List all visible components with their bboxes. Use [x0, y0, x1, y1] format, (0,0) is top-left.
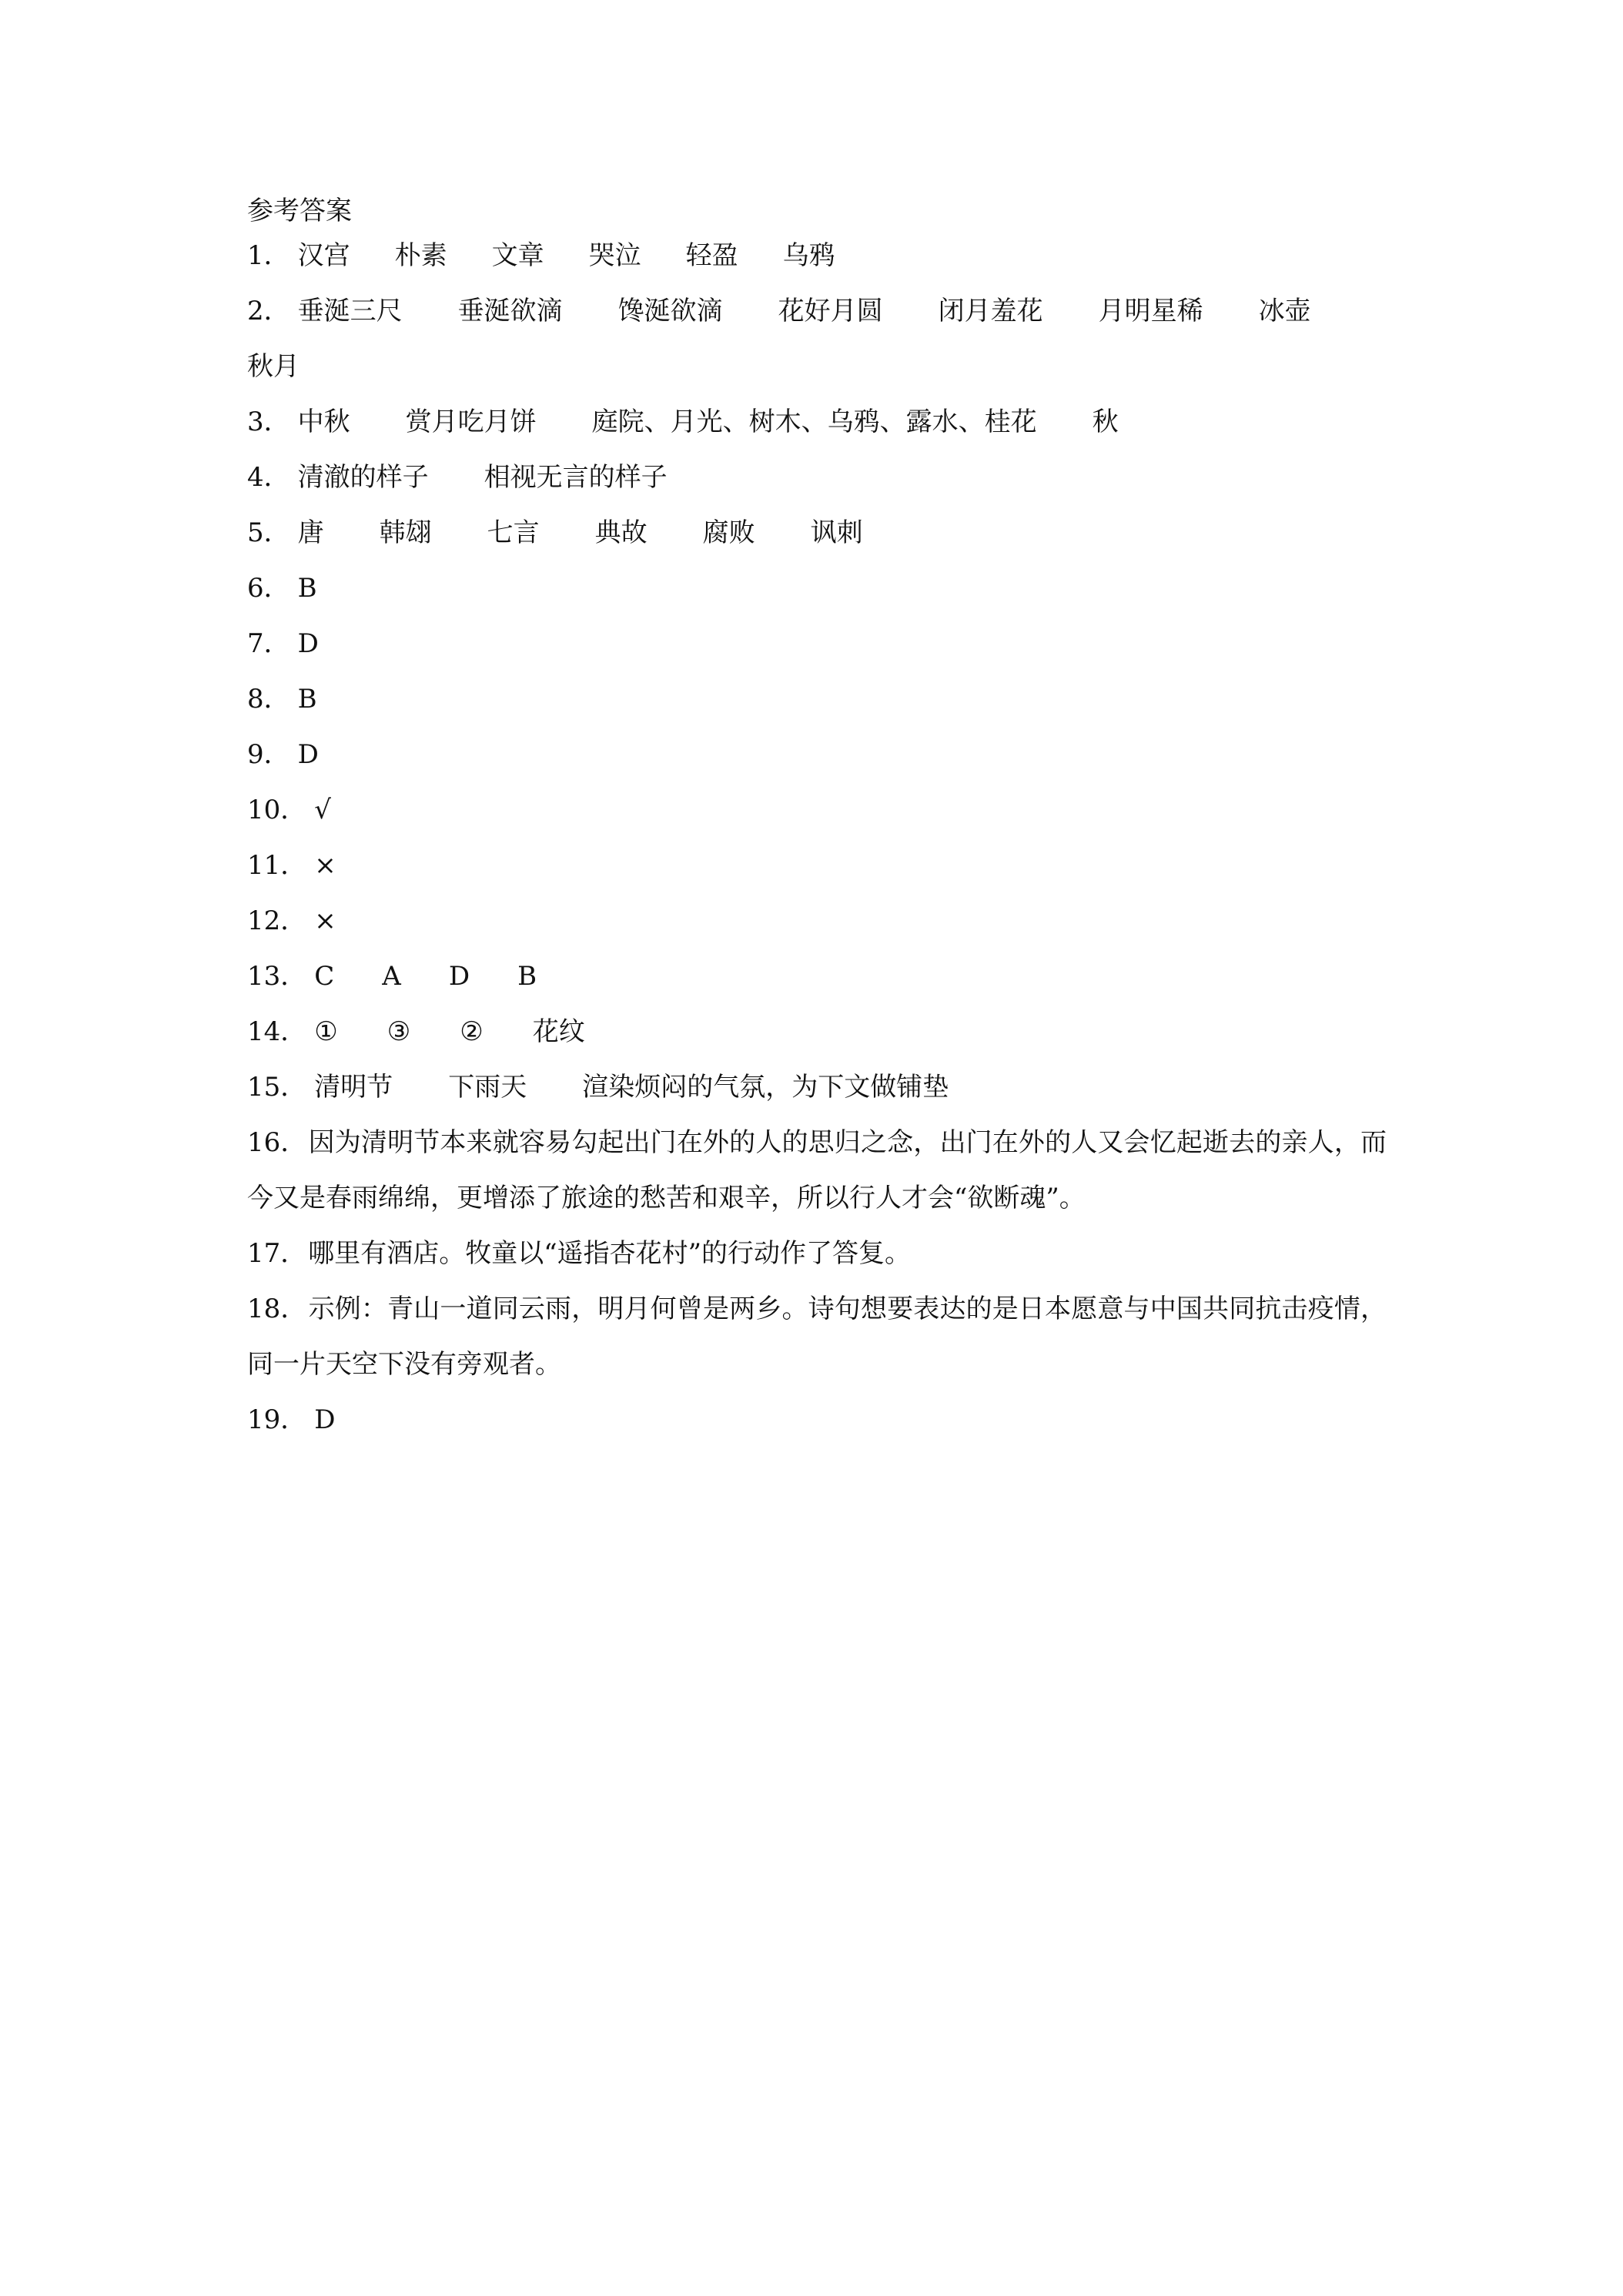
page-title: 参考答案: [247, 196, 352, 226]
answer-item: B: [297, 573, 317, 604]
answer-number: 16．: [247, 1127, 307, 1158]
answer-number: 14．: [247, 1016, 307, 1047]
answer-item: 花纹: [532, 1016, 585, 1047]
answer-item: 汉宫: [297, 240, 350, 271]
answer-item: D: [448, 961, 470, 992]
answer-item: C: [314, 961, 335, 992]
answer-item: 渲染烦闷的气氛，为下文做铺垫: [582, 1072, 949, 1103]
answer-number: 8．: [247, 684, 290, 715]
answer-item: D: [297, 628, 319, 659]
answer-item: D: [297, 739, 319, 770]
answer-number: 5．: [247, 517, 290, 548]
answer-6: [247, 561, 1387, 616]
answer-text: 示例：青山一道同云雨，明月何曾是两乡。诗句想要表达的是日本愿意与中国共同抗击疫情，同一片天空下没有旁观者。: [247, 1294, 1387, 1380]
answer-item: 典故: [594, 517, 648, 548]
answer-number: 4．: [247, 462, 290, 493]
answer-number: 9．: [247, 739, 290, 770]
answer-text: 因为清明节本来就容易勾起出门在外的人的思归之念，出门在外的人又会忆起逝去的亲人，而今又是春雨绵绵，更增添了旅途的愁苦和艰辛，所以行人才会“欲断魂”。: [247, 1127, 1387, 1213]
answer-item: 下雨天: [448, 1072, 527, 1103]
answer-18: [247, 1281, 1387, 1392]
answer-10: [247, 782, 1387, 838]
answer-number: 1．: [247, 240, 290, 271]
cross-answer: ×: [314, 850, 336, 881]
answer-item: 韩翃: [379, 517, 432, 548]
answer-item: 唐: [297, 517, 324, 548]
answer-item: 相视无言的样子: [484, 462, 668, 493]
answer-item: B: [297, 684, 317, 715]
answer-13: [247, 949, 1387, 1004]
answer-item: D: [314, 1404, 336, 1435]
answer-19: [247, 1392, 1387, 1448]
answer-item: 闭月羞花: [938, 296, 1043, 326]
answer-item: ①: [314, 1016, 338, 1047]
answer-item: 花好月圆: [778, 296, 883, 326]
answer-number: 12．: [247, 905, 307, 936]
answer-7: [247, 616, 1387, 671]
answer-number: 13．: [247, 961, 307, 992]
answer-9: [247, 727, 1387, 782]
answer-item: 文章: [491, 240, 544, 271]
answer-item: 乌鸦: [782, 240, 835, 271]
answer-4: [247, 450, 1387, 505]
answer-item: 月明星稀: [1098, 296, 1203, 326]
answer-key-content: [247, 194, 1387, 1448]
answer-number: 17．: [247, 1238, 307, 1269]
answer-2: [247, 283, 1387, 394]
answer-item: ③: [387, 1016, 411, 1047]
answer-number: 10．: [247, 795, 307, 825]
answer-17: [247, 1226, 1387, 1281]
answer-item: 清澈的样子: [297, 462, 429, 493]
answer-item: 哭泣: [588, 240, 641, 271]
answer-item: 赏月吃月饼: [405, 407, 537, 437]
answer-5: [247, 505, 1387, 561]
cross-answer: ×: [314, 905, 336, 936]
answer-number: 19．: [247, 1404, 307, 1435]
answer-3: [247, 394, 1387, 450]
answer-8: [247, 671, 1387, 727]
answer-item: 轻盈: [685, 240, 738, 271]
answer-1: [247, 228, 1387, 283]
answer-item-continued: 秋月: [247, 351, 300, 382]
answer-number: 7．: [247, 628, 290, 659]
answer-item: 腐败: [702, 517, 755, 548]
answer-item: 七言: [487, 517, 540, 548]
answer-item: A: [382, 961, 401, 992]
answer-item: 中秋: [297, 407, 350, 437]
answer-number: 11．: [247, 850, 307, 881]
answer-item: 垂涎三尺: [297, 296, 403, 326]
answer-item: B: [517, 961, 537, 992]
answer-16: [247, 1115, 1387, 1226]
answer-item: 清明节: [314, 1072, 393, 1103]
answer-item: 庭院、月光、树木、乌鸦、露水、桂花: [591, 407, 1037, 437]
answer-item: 朴素: [394, 240, 447, 271]
answer-number: 15．: [247, 1072, 307, 1103]
answer-14: [247, 1004, 1387, 1059]
answer-text: 哪里有酒店。牧童以“遥指杏花村”的行动作了答复。: [308, 1238, 912, 1269]
checkmark-answer: √: [314, 795, 331, 825]
answer-number: 6．: [247, 573, 290, 604]
answer-item: 馋涎欲滴: [617, 296, 723, 326]
answer-item: 秋: [1092, 407, 1119, 437]
answer-list: [247, 228, 1387, 1448]
answer-12: [247, 893, 1387, 949]
answer-item: 冰壶: [1258, 296, 1311, 326]
answer-15: [247, 1059, 1387, 1115]
answer-number: 2．: [247, 296, 290, 326]
answer-11: [247, 838, 1387, 893]
answer-item: 垂涎欲滴: [457, 296, 563, 326]
answer-item: 讽刺: [810, 517, 863, 548]
answer-number: 3．: [247, 407, 290, 437]
answer-number: 18．: [247, 1294, 307, 1324]
answer-item: ②: [460, 1016, 484, 1047]
